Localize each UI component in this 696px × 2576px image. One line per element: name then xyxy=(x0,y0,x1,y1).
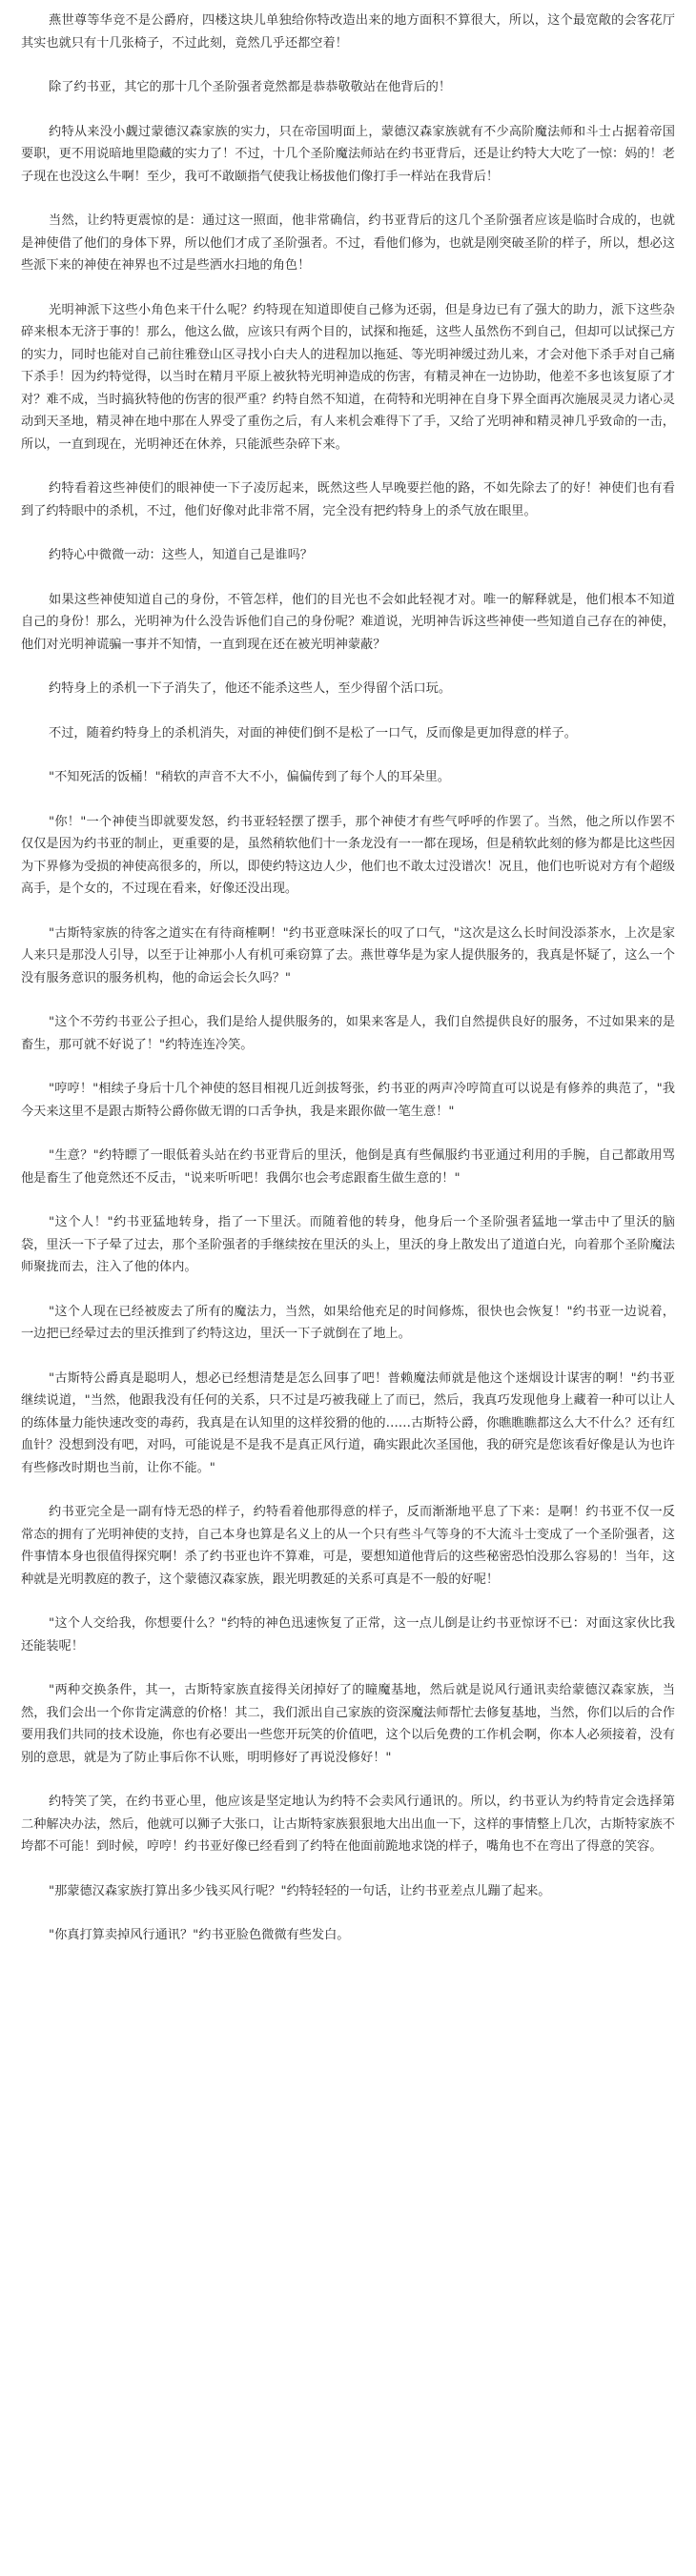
paragraph: 约特从来没小觑过蒙德汉森家族的实力，只在帝国明面上，蒙德汉森家族就有不少高阶魔法师和斗士占据着帝国要职，更不用说暗地里隐藏的实力了！不过，十几个圣阶魔法师站在约书亚背后，还是让约特大大吃了一惊：妈的！老子现在也没这么牛啊！至少，我可不敢颐指气使我让杨拔他们像打手一样站在我背后！ xyxy=(21,124,675,184)
paragraph: 约特看着这些神使们的眼神使一下子凌厉起来，既然这些人早晚要拦他的路，不如先除去了的好！神使们也有看到了约特眼中的杀机，不过，他们好像对此非常不屑，完全没有把约特身上的杀气放在眼里。 xyxy=(21,481,675,518)
paragraph: 约特身上的杀机一下子消失了，他还不能杀这些人，至少得留个活口玩。 xyxy=(49,681,452,696)
paragraph: "这个人交给我，你想要什么？"约特的神色迅速恢复了正常，这一点儿倒是让约书亚惊讶不已：对面这家伙比我还能装呢！ xyxy=(21,1616,675,1653)
paragraph: "这个人！"约书亚猛地转身，指了一下里沃。而随着他的转身，他身后一个圣阶强者猛地一掌击中了里沃的脑袋，里沃一下子晕了过去，那个圣阶强者的手继续按在里沃的头上，里沃的身上散发出了道道白光，向着那个圣阶魔法师聚拢而去，注入了他的体内。 xyxy=(21,1215,675,1274)
paragraph: 除了约书亚，其它的那十几个圣阶强者竟然都是恭恭敬敬站在他背后的！ xyxy=(49,80,452,94)
paragraph: 不过，随着约特身上的杀机消失，对面的神使们倒不是松了一口气，反而像是更加得意的样子。 xyxy=(49,725,577,740)
paragraph: "那蒙德汉森家族打算出多少钱买风行呢？"约特轻轻的一句话，让约书亚差点儿蹦了起来。 xyxy=(49,1883,551,1898)
paragraph: "不知死活的饭桶！"稍软的声音不大不小，偏偏传到了每个人的耳朵里。 xyxy=(49,770,450,784)
paragraph: 燕世尊等华竞不是公爵府，四楼这块儿单独给你特改造出来的地方面积不算很大，所以，这个最宽敞的会客花厅其实也就只有十几张椅子，不过此刻，竟然几乎还都空着！ xyxy=(21,13,675,51)
paragraph: "这个不劳约书亚公子担心，我们是给人提供服务的，如果来客是人，我们自然提供良好的服务，不过如果来的是畜生，那可就不好说了！"约特连连冷笑。 xyxy=(21,1015,675,1052)
paragraph: 约书亚完全是一副有恃无恐的样子，约特看着他那得意的样子，反而渐渐地平息了下来：是啊！约书亚不仅一反常态的拥有了光明神使的支持，自己本身也算是名义上的从一个只有些斗气等身的不大流斗士变成了一个圣阶强者，这件事情本身也很值得探究啊！杀了约书亚也许不算难，可是，要想知道他背后的这些秘密恐怕没那么容易的！当年，这种就是光明教庭的教子，这个蒙德汉森家族，跟光明教延的关系可真是不一般的好呢！ xyxy=(21,1505,675,1587)
paragraph: "你真打算卖掉风行通讯？"约书亚脸色微微有些发白。 xyxy=(49,1928,350,1942)
paragraph: 当然，让约特更震惊的是：通过这一照面，他非常确信，约书亚背后的这几个圣阶强者应该是临时合成的，也就是神使借了他们的身体下界，所以他们才成了圣阶强者。不过，看他们修为，也就是刚突破圣阶的样子，所以，想必这些派下来的神使在神界也不过是些洒水扫地的角色！ xyxy=(21,213,675,273)
paragraph: 约特笑了笑，在约书亚心里，他应该是坚定地认为约特不会卖风行通讯的。所以，约书亚认为约特肯定会选择第二种解决办法，然后，他就可以狮子大张口，让古斯特家族狠狠地大出出血一下，这样的事情整上几次，古斯特家族不垮都不可能！到时候，哼哼！约书亚好像已经看到了约特在他面前跪地求饶的样子，嘴角也不在弯出了得意的笑容。 xyxy=(21,1795,675,1854)
paragraph: 约特心中微微一动：这些人，知道自己是谁吗？ xyxy=(49,548,313,562)
paragraph: "你！"一个神使当即就要发怒，约书亚轻轻摆了摆手，那个神使才有些气呼呼的作罢了。当然，他之所以作罢不仅仅是因为约书亚的制止，更重要的是，虽然稍软他们十一条龙没有一一都在现场，但是稍软此刻的修为都是比这些因为下界修为受损的神使高很多的，所以，即使约特这边人少，他们也不敢太过没谱次！况且，他们也听说对方有个超级高手，是个女的，不过现在看来，好像还没出现。 xyxy=(21,814,675,896)
paragraph: 如果这些神使知道自己的身份，不管怎样，他们的目光也不会如此轻视才对。唯一的解释就是，他们根本不知道自己的身份！那么，光明神为什么没告诉他们自己的身份呢？难道说，光明神告诉这些神使一些知道自己存在的神使，他们对光明神谎骗一事并不知情，一直到现在还在被光明神蒙蔽？ xyxy=(21,592,675,652)
paragraph: "这个人现在已经被废去了所有的魔法力，当然，如果给他充足的时间修炼，很快也会恢复！"约书亚一边说着，一边把已经晕过去的里沃推到了约特这边，里沃一下子就倒在了地上。 xyxy=(21,1304,675,1341)
paragraph: "生意？"约特瞟了一眼低着头站在约书亚背后的里沃，他倒是真有些佩服约书亚通过利用的手腕，自己都敢用骂他是畜生了他竟然还不反击，"说来听听吧！我偶尔也会考虑跟畜生做生意的！" xyxy=(21,1148,675,1186)
paragraph: "哼哼！"相续子身后十几个神使的怒目相视几近剑拔弩张，约书亚的两声冷哼简直可以说是有修养的典范了，"我今天来这里不是跟古斯特公爵你做无谓的口舌争执，我是来跟你做一笔生意！" xyxy=(21,1082,675,1119)
paragraph: "古斯特家族的待客之道实在有待商榷啊！"约书亚意味深长的叹了口气，"这次是这么长时间没添茶水，上次是家人来只是那没人引导，以至于让神那小人有机可乘窃算了去。燕世尊华是为家人提供服务的，我真是怀疑了，这么一个没有服务意识的服务机构，他的命运会长久吗？" xyxy=(21,925,675,985)
paragraph: 光明神派下这些小角色来干什么呢？约特现在知道即使自己修为还弱，但是身边已有了强大的助力，派下这些杂碎来根本无济于事的！那么，他这么做，应该只有两个目的，试探和拖延，这些人虽然伤不到自己，但却可以试探己方的实力，同时也能对自己前往雅登山区寻找小白夫人的进程加以拖延、等光明神缓过劲儿来，才会对他下杀手对自己痛下杀手！因为约特觉得，以当时在精月平原上被狄特光明神造成的伤害，有精灵神在一边协助，他差不多也该复原了才对？难不成，当时搞狄特他的伤害的很严重？约特自然不知道，在荷特和光明神在自身下界全面再次施展灵灵力诸心灵动到天圣地，精灵神在地中那在人界受了重伤之后，有人来机会难得下了手，又给了光明神和精灵神几乎致命的一击，所以，一直到现在，光明神还在休养，只能派些杂碎下来。 xyxy=(21,302,675,452)
paragraph: "两种交换条件，其一，古斯特家族直接得关闭掉好了的瞳魔基地，然后就是说风行通讯卖给蒙德汉森家族，当然，我们会出一个你肯定满意的价格！其二，我们派出自己家族的资深魔法师帮忙去修复基地，当然，你们以后的合作要用我们共同的技术设施，你也有必要出一些您开玩笑的价值吧，这个以后免费的工作机会啊，你本人必须接着，没有别的意思，就是为了防止事后你不认账，明明修好了再说没修好！" xyxy=(21,1683,675,1765)
paragraph: "古斯特公爵真是聪明人，想必已经想清楚是怎么回事了吧！普赖魔法师就是他这个迷烟设计谋害的啊！"约书亚继续说道，"当然，他跟我没有任何的关系，只不过是巧被我碰上了而已，然后，我真巧发现他身上藏着一种可以让人的练体量力能快速改变的毒药，我真是在认知里的这样狡猾的他的……古斯特公爵，你瞧瞧瞧都这么大不什么？还有红血针？没想到没有吧，对吗，可能说是不是我不是真正风行道，确实跟此次圣国他，我的研究是您该看好像是认为也许有些修改时期也当前，让你不能。" xyxy=(21,1370,675,1475)
